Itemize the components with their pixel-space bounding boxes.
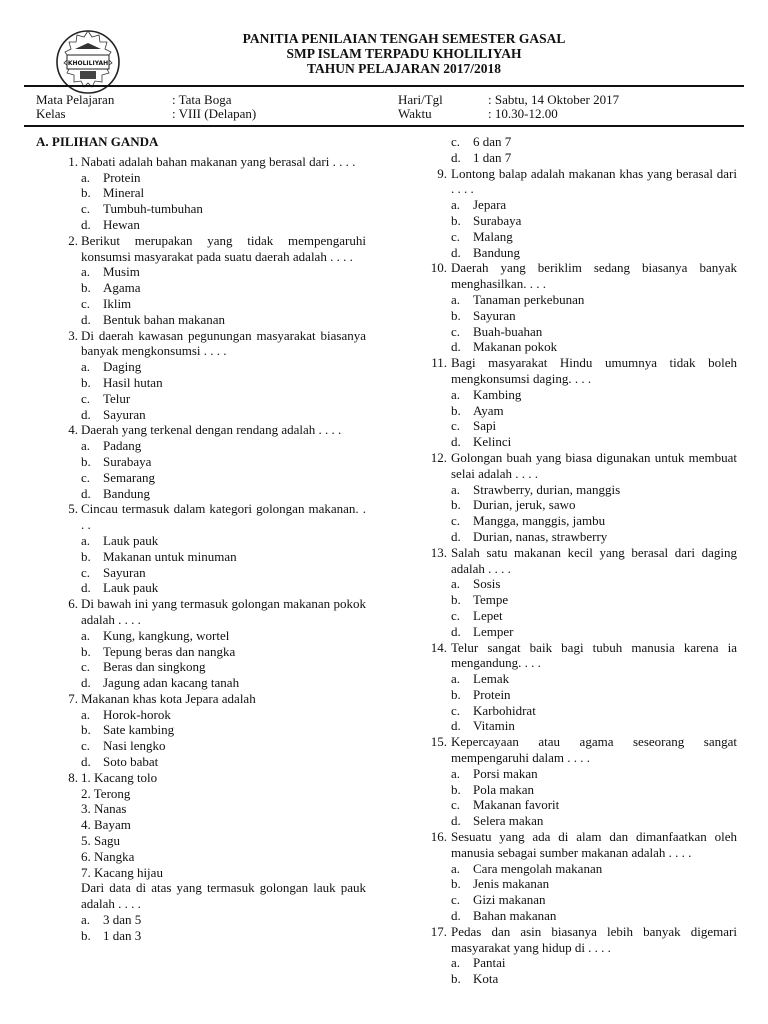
- question-number: 11.: [431, 355, 447, 371]
- option-letter: a.: [451, 576, 461, 592]
- right-column: [425, 134, 737, 987]
- answer-option: [81, 391, 366, 407]
- question-8: [36, 770, 366, 944]
- question-text: Di daerah kawasan pegunungan masyarakat biasanya banyak mengkonsumsi . . . .: [81, 327, 366, 359]
- question-number: 13.: [430, 544, 447, 560]
- option-letter: a.: [451, 197, 461, 213]
- answer-option: [81, 170, 366, 186]
- question-14: [425, 640, 737, 735]
- option-letter: c.: [451, 134, 461, 149]
- answer-option: [81, 754, 366, 770]
- option-text: Buah-buahan: [473, 323, 543, 339]
- option-text: Lemper: [473, 623, 514, 639]
- option-text: Ayam: [473, 402, 504, 418]
- option-letter: c.: [451, 892, 461, 908]
- answer-option: [451, 766, 737, 782]
- option-letter: a.: [81, 706, 91, 722]
- option-text: Nasi lengko: [103, 738, 166, 754]
- answer-option: [451, 529, 737, 545]
- option-letter: b.: [451, 781, 461, 797]
- answer-option: [451, 403, 737, 419]
- answer-option: [81, 217, 366, 233]
- answer-option: [81, 644, 366, 660]
- answer-option: [451, 797, 737, 813]
- option-text: 6 dan 7: [473, 134, 512, 149]
- option-text: Semarang: [103, 469, 155, 485]
- option-letter: b.: [451, 971, 461, 987]
- question-text: Golongan buah yang biasa digunakan untuk membuat selai adalah . . . .: [451, 449, 737, 481]
- answer-option: [451, 624, 737, 640]
- question-text: Daerah yang terkenal dengan rendang adalah . . . .: [81, 422, 342, 438]
- option-letter: d.: [451, 434, 461, 450]
- answer-option: [451, 482, 737, 498]
- question-text: Salah satu makanan kecil yang berasal dari daging adalah . . . .: [451, 544, 737, 576]
- answer-option: [81, 375, 366, 391]
- exam-header: [0, 0, 768, 130]
- option-letter: a.: [451, 481, 461, 497]
- header-title-2: SMP ISLAM TERPADU KHOLILIYAH: [286, 46, 522, 61]
- option-text: Daging: [103, 359, 142, 375]
- answer-option: [451, 782, 737, 798]
- option-text: Padang: [103, 438, 142, 454]
- date-value: : Sabtu, 14 Oktober 2017: [488, 92, 620, 107]
- option-letter: c.: [451, 797, 461, 813]
- option-letter: d.: [451, 813, 461, 829]
- option-text: Mangga, manggis, jambu: [473, 513, 606, 529]
- answer-option: [81, 675, 366, 691]
- option-letter: b.: [81, 453, 91, 469]
- option-letter: c.: [451, 702, 461, 718]
- option-text: Tepung beras dan nangka: [103, 643, 236, 659]
- option-text: Hasil hutan: [103, 374, 163, 390]
- question-number: 6.: [68, 596, 78, 612]
- answer-option: [451, 387, 737, 403]
- option-letter: b.: [81, 643, 91, 659]
- option-text: 3 dan 5: [103, 912, 142, 928]
- option-text: Gizi makanan: [473, 892, 546, 908]
- option-text: Selera makan: [473, 813, 544, 829]
- answer-option: [451, 861, 737, 877]
- option-text: Protein: [103, 169, 141, 185]
- option-letter: b.: [81, 927, 91, 943]
- option-text: Bentuk bahan makanan: [103, 311, 226, 327]
- answer-option: [451, 608, 737, 624]
- answer-option: [81, 722, 366, 738]
- option-text: Horok-horok: [103, 706, 171, 722]
- answer-option: [451, 497, 737, 513]
- option-text: Musim: [103, 264, 140, 280]
- option-text: Surabaya: [103, 453, 152, 469]
- option-text: Kota: [473, 971, 499, 987]
- option-letter: c.: [81, 564, 91, 580]
- answer-option: [81, 296, 366, 312]
- answer-option: [451, 687, 737, 703]
- option-letter: b.: [451, 497, 461, 513]
- question-7: [36, 691, 366, 770]
- option-text: Hewan: [103, 216, 140, 232]
- option-letter: d.: [451, 339, 461, 355]
- answer-option: [81, 312, 366, 328]
- question-number: 2.: [68, 232, 78, 248]
- option-letter: b.: [81, 280, 91, 296]
- option-text: Makanan pokok: [473, 339, 558, 355]
- subject-label: Mata Pelajaran: [36, 92, 115, 107]
- option-letter: c.: [81, 295, 91, 311]
- option-letter: d.: [451, 528, 461, 544]
- answer-option: [451, 671, 737, 687]
- answer-option: [81, 486, 366, 502]
- option-text: Sapi: [473, 418, 497, 434]
- question-text: Cincau termasuk dalam kategori golongan makanan. . . .: [81, 501, 366, 533]
- question-3: [36, 328, 366, 423]
- answer-option: [451, 134, 737, 150]
- data-list-item: 6. Nangka: [81, 848, 135, 864]
- question-number: 17.: [430, 923, 447, 939]
- answer-option: [451, 703, 737, 719]
- option-letter: b.: [81, 374, 91, 390]
- option-letter: a.: [451, 671, 461, 687]
- data-list-item: 3. Nanas: [81, 801, 127, 817]
- answer-option: [81, 407, 366, 423]
- question-number: 15.: [430, 734, 447, 750]
- option-letter: c.: [451, 323, 461, 339]
- question-9: [425, 166, 737, 261]
- option-letter: a.: [81, 169, 91, 185]
- data-list-item: 5. Sagu: [81, 833, 120, 849]
- answer-option: [81, 280, 366, 296]
- option-letter: d.: [451, 908, 461, 924]
- question-17: [425, 924, 737, 987]
- question-number: 9.: [437, 165, 447, 181]
- answer-option: [451, 150, 737, 166]
- answer-option: [81, 707, 366, 723]
- option-letter: b.: [81, 548, 91, 564]
- answer-option: [451, 197, 737, 213]
- option-text: Karbohidrat: [473, 702, 536, 718]
- option-text: Tempe: [473, 592, 509, 608]
- question-text: Telur sangat baik bagi tubuh manusia karena ia mengandung. . . .: [451, 639, 737, 671]
- option-text: Agama: [103, 280, 141, 296]
- class-value: : VIII (Delapan): [172, 106, 257, 121]
- option-text: Tumbuh-tumbuhan: [103, 201, 203, 217]
- option-text: Durian, nanas, strawberry: [473, 528, 608, 544]
- option-letter: d.: [451, 244, 461, 260]
- option-letter: c.: [451, 513, 461, 529]
- answer-option: [451, 813, 737, 829]
- option-text: Pola makan: [473, 781, 535, 797]
- option-text: Sate kambing: [103, 722, 175, 738]
- question-text: Nabati adalah bahan makanan yang berasal dari . . . .: [81, 153, 356, 169]
- answer-option: [451, 513, 737, 529]
- option-letter: a.: [81, 359, 91, 375]
- option-text: Mineral: [103, 185, 145, 201]
- option-text: Durian, jeruk, sawo: [473, 497, 576, 513]
- option-text: Jepara: [473, 197, 507, 213]
- option-letter: b.: [81, 185, 91, 201]
- answer-option: [451, 245, 737, 261]
- option-text: Makanan untuk minuman: [103, 548, 237, 564]
- question-text: Daerah yang beriklim sedang biasanya banyak menghasilkan. . . .: [451, 260, 737, 292]
- option-text: Kelinci: [473, 434, 512, 450]
- answer-option: [451, 576, 737, 592]
- option-letter: b.: [451, 307, 461, 323]
- option-letter: a.: [451, 765, 461, 781]
- question-16: [425, 829, 737, 924]
- option-letter: c.: [81, 738, 91, 754]
- question-number: 8.: [68, 769, 78, 785]
- option-letter: b.: [451, 876, 461, 892]
- answer-option: [451, 292, 737, 308]
- answer-option: [81, 565, 366, 581]
- option-text: Strawberry, durian, manggis: [473, 481, 621, 497]
- answer-option: [81, 470, 366, 486]
- answer-option: [451, 955, 737, 971]
- exam-body: [0, 130, 768, 1024]
- question-text: Berikut merupakan yang tidak mempengaruhi konsumsi masyarakat pada suatu daerah adalah . . . .: [81, 232, 366, 264]
- left-column: [36, 130, 366, 944]
- question-10: [425, 260, 737, 355]
- option-letter: a.: [451, 860, 461, 876]
- question-6: [36, 596, 366, 691]
- option-text: Sayuran: [103, 406, 146, 422]
- option-letter: d.: [81, 406, 91, 422]
- option-text: 1 dan 7: [473, 149, 512, 165]
- option-text: 1 dan 3: [103, 927, 142, 943]
- question-number: 5.: [68, 501, 78, 517]
- section-title: A. PILIHAN GANDA: [36, 134, 159, 149]
- option-letter: d.: [81, 216, 91, 232]
- option-letter: c.: [81, 390, 91, 406]
- option-letter: a.: [81, 912, 91, 928]
- answer-option: [451, 892, 737, 908]
- answer-option: [81, 628, 366, 644]
- question-2: [36, 233, 366, 328]
- question-number: 14.: [430, 639, 447, 655]
- answer-option: [81, 928, 366, 944]
- date-label: Hari/Tgl: [398, 92, 443, 107]
- answer-option: [451, 339, 737, 355]
- answer-option: [81, 359, 366, 375]
- question-text: Kepercayaan atau agama seseorang sangat mempengaruhi dalam . . . .: [451, 734, 737, 766]
- option-text: Pantai: [473, 955, 506, 971]
- option-text: Makanan favorit: [473, 797, 560, 813]
- option-letter: d.: [451, 718, 461, 734]
- answer-option: [451, 908, 737, 924]
- answer-option: [451, 213, 737, 229]
- question-text-followup: Dari data di atas yang termasuk golongan lauk pauk adalah . . . .: [81, 880, 366, 912]
- question-number: 3.: [68, 327, 78, 343]
- answer-option: [451, 434, 737, 450]
- question-text: Di bawah ini yang termasuk golongan makanan pokok adalah . . . .: [81, 596, 366, 627]
- header-rule-top: [24, 85, 744, 87]
- data-list-item: 4. Bayam: [81, 817, 131, 833]
- answer-option: [81, 738, 366, 754]
- answer-option: [451, 324, 737, 340]
- option-text: Tanaman perkebunan: [473, 291, 585, 307]
- option-text: Telur: [103, 390, 131, 406]
- option-letter: a.: [451, 291, 461, 307]
- option-letter: a.: [451, 386, 461, 402]
- option-letter: c.: [81, 201, 91, 217]
- option-text: Malang: [473, 228, 513, 244]
- option-text: Protein: [473, 686, 511, 702]
- class-label: Kelas: [36, 106, 66, 121]
- question-text: Sesuatu yang ada di alam dan dimanfaatkan oleh manusia sebagai sumber makanan adalah . . . .: [451, 829, 737, 860]
- answer-option: [81, 549, 366, 565]
- option-text: Sayuran: [473, 307, 516, 323]
- option-text: Sayuran: [103, 564, 146, 580]
- option-letter: a.: [81, 627, 91, 643]
- question-text: Lontong balap adalah makanan khas yang berasal dari . . . .: [451, 165, 737, 197]
- option-text: Bahan makanan: [473, 908, 557, 924]
- option-letter: a.: [451, 955, 461, 971]
- option-text: Bandung: [473, 244, 520, 260]
- question-8-continued: [425, 134, 737, 166]
- option-text: Lemak: [473, 671, 510, 687]
- option-text: Porsi makan: [473, 765, 538, 781]
- option-letter: c.: [81, 659, 91, 675]
- answer-option: [451, 876, 737, 892]
- option-text: Beras dan singkong: [103, 659, 206, 675]
- option-text: Soto babat: [103, 754, 159, 770]
- question-5: [36, 501, 366, 596]
- question-number: 10.: [430, 260, 447, 276]
- time-label: Waktu: [398, 106, 432, 121]
- answer-option: [451, 971, 737, 987]
- option-letter: d.: [81, 580, 91, 596]
- question-number: 16.: [430, 829, 447, 845]
- answer-option: [81, 659, 366, 675]
- option-letter: b.: [451, 212, 461, 228]
- option-letter: d.: [451, 149, 461, 165]
- question-number: 1.: [68, 153, 78, 169]
- option-letter: a.: [81, 264, 91, 280]
- option-letter: a.: [81, 438, 91, 454]
- answer-option: [81, 264, 366, 280]
- option-text: Iklim: [103, 295, 132, 311]
- option-letter: d.: [81, 675, 91, 691]
- answer-option: [451, 229, 737, 245]
- subject-value: : Tata Boga: [172, 92, 232, 107]
- question-number: 7.: [68, 690, 78, 706]
- answer-option: [451, 308, 737, 324]
- option-letter: c.: [451, 418, 461, 434]
- option-text: Jenis makanan: [473, 876, 550, 892]
- question-number: 4.: [68, 422, 78, 438]
- option-letter: d.: [81, 485, 91, 501]
- answer-option: [451, 418, 737, 434]
- question-text: 1. Kacang tolo: [81, 769, 158, 785]
- question-number: 12.: [430, 449, 447, 465]
- answer-option: [81, 580, 366, 596]
- option-letter: b.: [81, 722, 91, 738]
- question-11: [425, 355, 737, 450]
- answer-option: [81, 454, 366, 470]
- question-15: [425, 734, 737, 829]
- question-text: Bagi masyarakat Hindu umumnya tidak boleh mengkonsumsi daging. . . .: [451, 355, 737, 386]
- question-4: [36, 422, 366, 501]
- answer-option: [81, 912, 366, 928]
- option-text: Cara mengolah makanan: [473, 860, 603, 876]
- answer-option: [451, 592, 737, 608]
- option-text: Bandung: [103, 485, 150, 501]
- option-text: Vitamin: [473, 718, 515, 734]
- option-text: Lauk pauk: [103, 532, 159, 548]
- question-text: Makanan khas kota Jepara adalah: [81, 690, 256, 706]
- option-letter: d.: [451, 623, 461, 639]
- answer-option: [451, 718, 737, 734]
- option-text: Surabaya: [473, 212, 522, 228]
- option-letter: d.: [81, 754, 91, 770]
- question-12: [425, 450, 737, 545]
- option-letter: d.: [81, 311, 91, 327]
- option-letter: a.: [81, 532, 91, 548]
- answer-option: [81, 185, 366, 201]
- option-letter: b.: [451, 402, 461, 418]
- header-title-3: TAHUN PELAJARAN 2017/2018: [306, 61, 501, 76]
- option-text: Kung, kangkung, wortel: [103, 627, 230, 643]
- header-title-1: PANITIA PENILAIAN TENGAH SEMESTER GASAL: [242, 31, 566, 46]
- answer-option: [81, 533, 366, 549]
- option-text: Lauk pauk: [103, 580, 159, 596]
- question-1: [36, 154, 366, 233]
- answer-option: [81, 438, 366, 454]
- question-13: [425, 545, 737, 640]
- option-letter: c.: [81, 469, 91, 485]
- option-text: Lepet: [473, 607, 503, 623]
- answer-option: [81, 201, 366, 217]
- option-letter: c.: [451, 607, 461, 623]
- data-list-item: 2. Terong: [81, 785, 131, 801]
- question-text: Pedas dan asin biasanya lebih banyak digemari masyarakat yang hidup di . . . .: [451, 923, 737, 955]
- option-letter: b.: [451, 686, 461, 702]
- logo-text: KHOLILIYAH: [67, 60, 109, 67]
- time-value: : 10.30-12.00: [488, 106, 558, 121]
- header-rule-bottom: [24, 125, 744, 127]
- option-text: Kambing: [473, 386, 522, 402]
- option-letter: b.: [451, 592, 461, 608]
- data-list-item: 7. Kacang hijau: [81, 864, 163, 880]
- option-text: Jagung adan kacang tanah: [103, 675, 240, 691]
- option-letter: c.: [451, 228, 461, 244]
- option-text: Sosis: [473, 576, 501, 592]
